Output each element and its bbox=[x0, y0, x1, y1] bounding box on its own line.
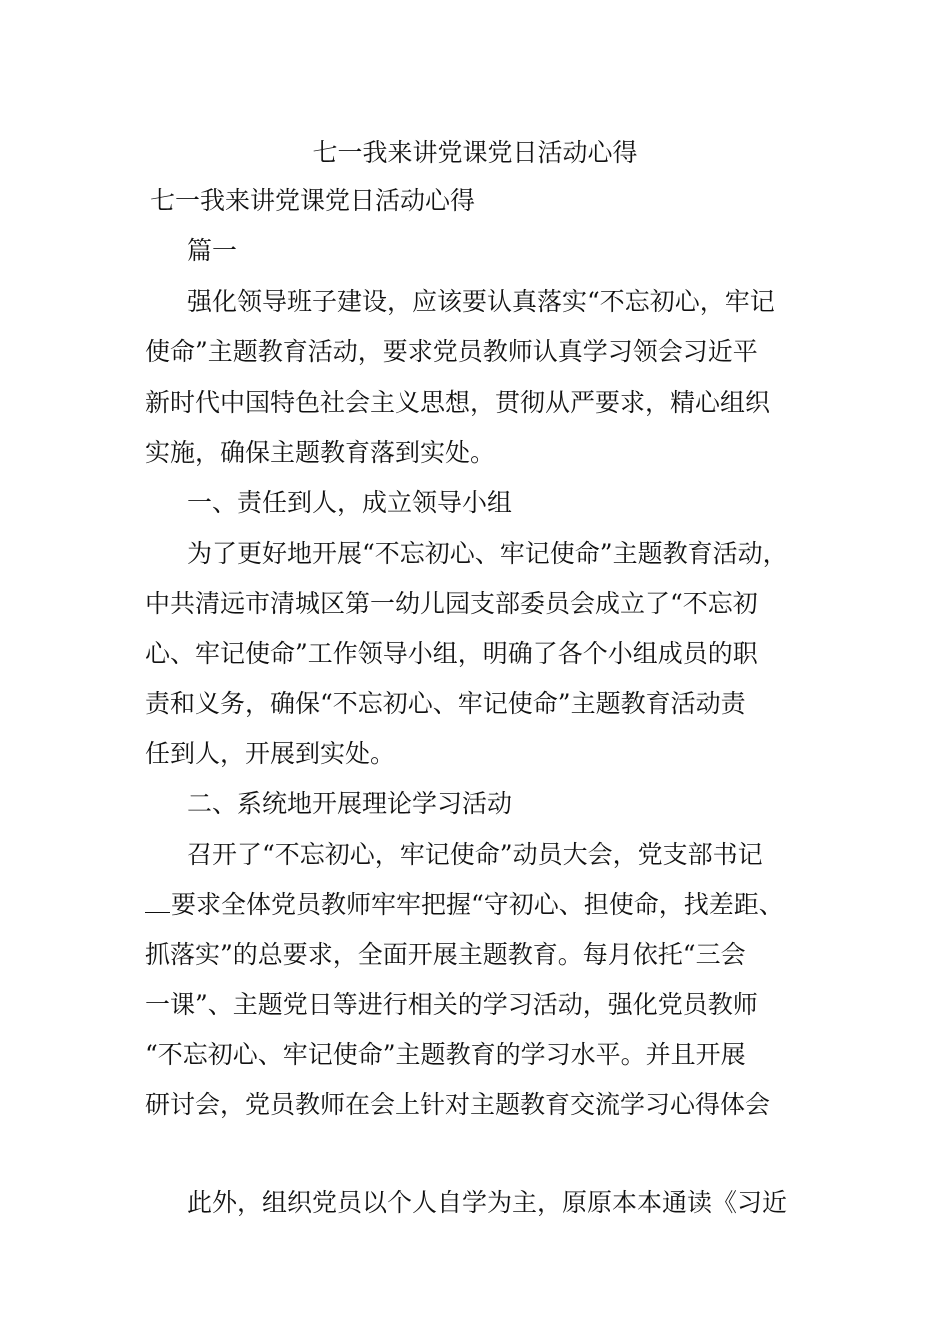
section-heading: 二、系统地开展理论学习活动 bbox=[187, 789, 513, 818]
paragraph-line: “不忘初心、牢记使命”主题教育的学习水平。并且开展 bbox=[145, 1040, 746, 1069]
document-title: 七一我来讲党课党日活动心得 bbox=[312, 138, 638, 167]
paragraph-line: 强化领导班子建设，应该要认真落实“不忘初心，牢记 bbox=[187, 287, 775, 316]
paragraph-line: 任到人，开展到实处。 bbox=[145, 739, 396, 768]
paragraph-line-text: 要求全体党员教师牢牢把握“守初心、担使命，找差距、 bbox=[171, 890, 784, 919]
paragraph-line: 一课”、主题党日等进行相关的学习活动，强化党员教师 bbox=[145, 990, 758, 1019]
section-heading: 一、责任到人，成立领导小组 bbox=[187, 488, 513, 517]
paragraph-line: 召开了“不忘初心，牢记使命”动员大会，党支部书记 bbox=[187, 840, 763, 869]
paragraph-line: 新时代中国特色社会主义思想，贯彻从严要求，精心组织 bbox=[145, 388, 771, 417]
paragraph-line: 责和义务，确保“不忘初心、牢记使命”主题教育活动责 bbox=[145, 689, 746, 718]
paragraph-line: 为了更好地开展“不忘初心、牢记使命”主题教育活动， bbox=[187, 539, 788, 568]
paragraph-line: 使命”主题教育活动，要求党员教师认真学习领会习近平 bbox=[145, 337, 758, 366]
paragraph-line: 此外，组织党员以个人自学为主，原原本本通读《习近 bbox=[187, 1188, 788, 1217]
paragraph-line: 心、牢记使命”工作领导小组，明确了各个小组成员的职 bbox=[145, 639, 758, 668]
paragraph-line bbox=[145, 885, 784, 925]
paragraph-line: 实施，确保主题教育落到实处。 bbox=[145, 438, 496, 467]
paragraph-line: 研讨会，党员教师在会上针对主题教育交流学习心得体会 bbox=[145, 1090, 771, 1119]
paragraph-line: 抓落实”的总要求，全面开展主题教育。每月依托“三会 bbox=[145, 940, 746, 969]
blank-underline bbox=[145, 886, 170, 913]
section-label: 篇一 bbox=[187, 236, 238, 265]
paragraph-line: 中共清远市清城区第一幼儿园支部委员会成立了“不忘初 bbox=[145, 589, 758, 618]
document-subtitle: 七一我来讲党课党日活动心得 bbox=[150, 186, 476, 215]
